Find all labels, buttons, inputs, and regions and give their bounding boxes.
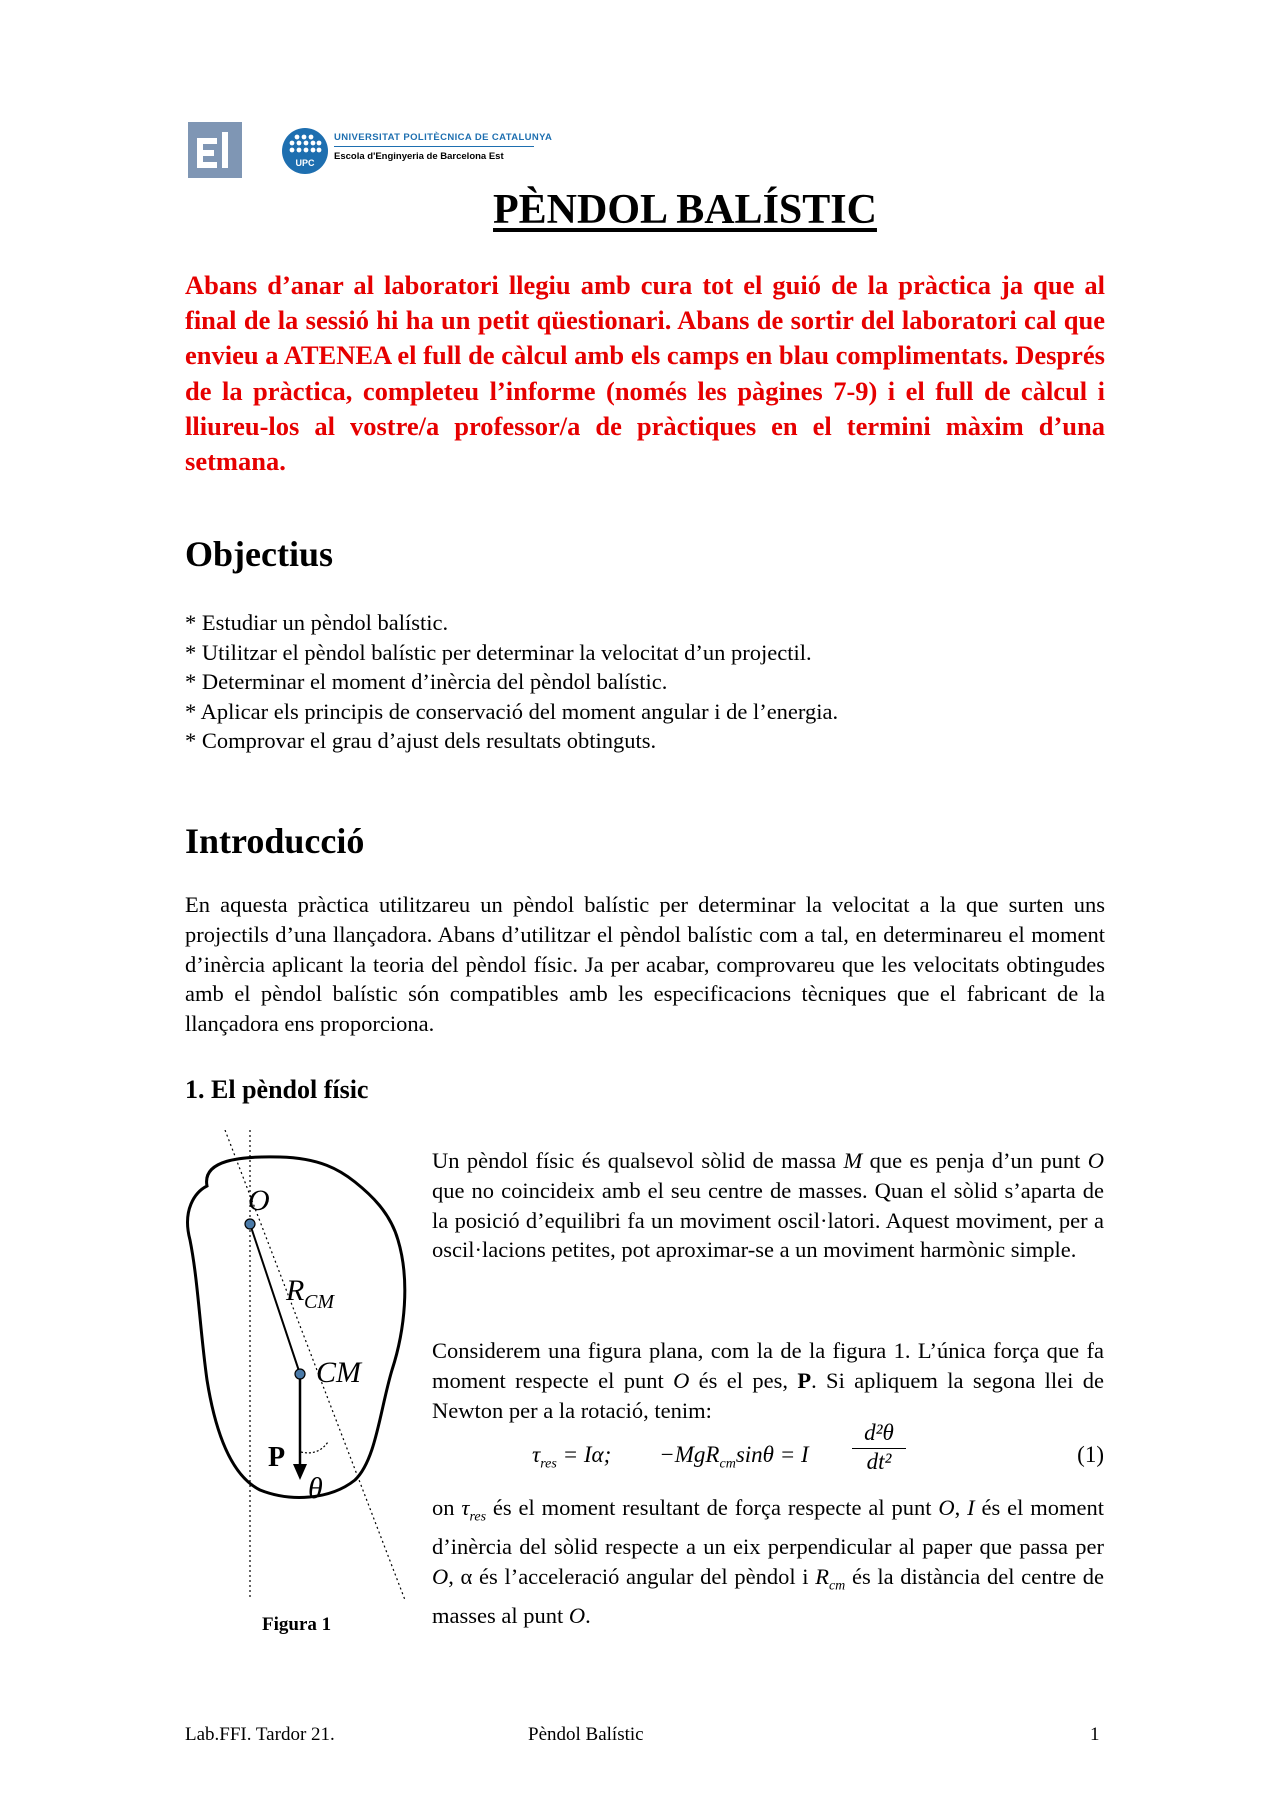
paragraph-physical-pendulum: Un pèndol físic és qualsevol sòlid de massa M que es penja d’un punt O que no coincideix amb el seu centre de masses. Quan el sòlid s’aparta de la posició d’equilibri fa un moviment oscil·latori. Aquest moviment, per a oscil·lacions petites, pot aproximar-se a un moviment harmònic simple.: [432, 1148, 1104, 1263]
introduction-heading: Introducció: [185, 821, 365, 861]
label-theta: θ: [308, 1472, 323, 1505]
university-name: UNIVERSITAT POLITÈCNICA DE CATALUNYA: [334, 132, 553, 143]
list-item: * Utilitzar el pèndol balístic per determinar la velocitat d’un projectil.: [185, 639, 812, 665]
footer-course: Lab.FFI. Tardor 21.: [185, 1724, 335, 1745]
svg-text:UPC: UPC: [295, 158, 315, 168]
equation-fraction: [852, 1420, 906, 1475]
logo-divider: [334, 146, 534, 147]
center-of-mass-point: [295, 1369, 305, 1379]
svg-text:EI: EI: [215, 152, 216, 153]
solid-body-outline: [188, 1157, 405, 1498]
page-number: 1: [1090, 1724, 1100, 1745]
figure-caption: Figura 1: [262, 1614, 332, 1635]
list-item: * Estudiar un pèndol balístic.: [185, 610, 449, 635]
pivot-point: [245, 1219, 255, 1229]
list-item: * Comprovar el grau d’ajust dels resultats obtinguts.: [185, 728, 657, 753]
list-item: * Aplicar els principis de conservació del moment angular i de l’energia.: [185, 698, 839, 724]
label-CM: CM: [316, 1356, 361, 1389]
equation-number: (1): [1077, 1442, 1104, 1467]
list-item: * Determinar el moment d’inèrcia del pèndol balístic.: [185, 669, 668, 694]
figure-physical-pendulum: [180, 1130, 420, 1600]
paragraph-figure-description: Considerem una figura plana, com la de la figura 1. L’única força que fa moment respecte el punt O és el pes, P. Si apliquem la segona llei de Newton per a la rotació, tenim:: [432, 1338, 1104, 1423]
paragraph-equation-terms: on $\tau_{res}$ és el moment resultant de força respecte al punt O, I és el moment d’inèrcia del sòlid respecte a un eix perpendicular al paper que passa per O, α és l’acceleració angular del pèndol i $R_{cm}$ és la distància del centre de masses al punt O.: [432, 1495, 1105, 1629]
footer-title: Pèndol Balístic: [528, 1724, 644, 1745]
page-title: PÈNDOL BALÍSTIC: [493, 187, 877, 233]
label-R-sub: CM: [304, 1291, 334, 1313]
ei-logo: [188, 122, 242, 178]
fraction-denominator: dt²: [866, 1449, 892, 1474]
objectives-heading: Objectius: [185, 534, 333, 574]
introduction-text: En aquesta pràctica utilitzareu un pèndol balístic per determinar la velocitat a la que surten uns projectils d’una llançadora. Abans d’utilitzar el pèndol balístic com a tal, en determinareu el moment d’inèrcia aplicant la teoria del pèndol físic. Ja per acabar, comprovareu que les velocitats obtingudes amb el pèndol balístic són compatibles amb les especificacions tècniques que el fabricant de la llançadora ens proporciona.: [185, 892, 1105, 1037]
label-P: P: [268, 1442, 286, 1473]
equation-body: $\tau_{res} = I\alpha$; −MgR$_{cm}$sinθ = I: [532, 1442, 809, 1472]
objectives-list: [185, 608, 838, 756]
equation-1: [432, 1420, 1104, 1492]
school-name: Escola d'Enginyeria de Barcelona Est: [334, 151, 504, 162]
warning-notice: [185, 268, 1105, 479]
fraction-numerator: d²θ: [852, 1420, 906, 1449]
section-heading: 1. El pèndol físic: [185, 1075, 369, 1104]
warning-text: Abans d’anar al laboratori llegiu amb cura tot el guió de la pràctica ja que al final de la sessió hi ha un petit qüestionari. Abans de sortir del laboratori cal que envieu a ATENEA el full de càlcul amb els camps en blau complimentats. Després de la pràctica, completeu l’informe (només les pàgines 7-9) i el full de càlcul i lliureu-los al vostre/a professor/a de pràctiques en el termini màxim d’una setmana.: [185, 270, 1105, 477]
upc-logo: [282, 128, 328, 174]
weight-arrowhead: [293, 1464, 307, 1480]
label-R: R: [286, 1274, 305, 1307]
label-O: O: [248, 1184, 270, 1217]
theta-arc: [301, 1442, 328, 1453]
